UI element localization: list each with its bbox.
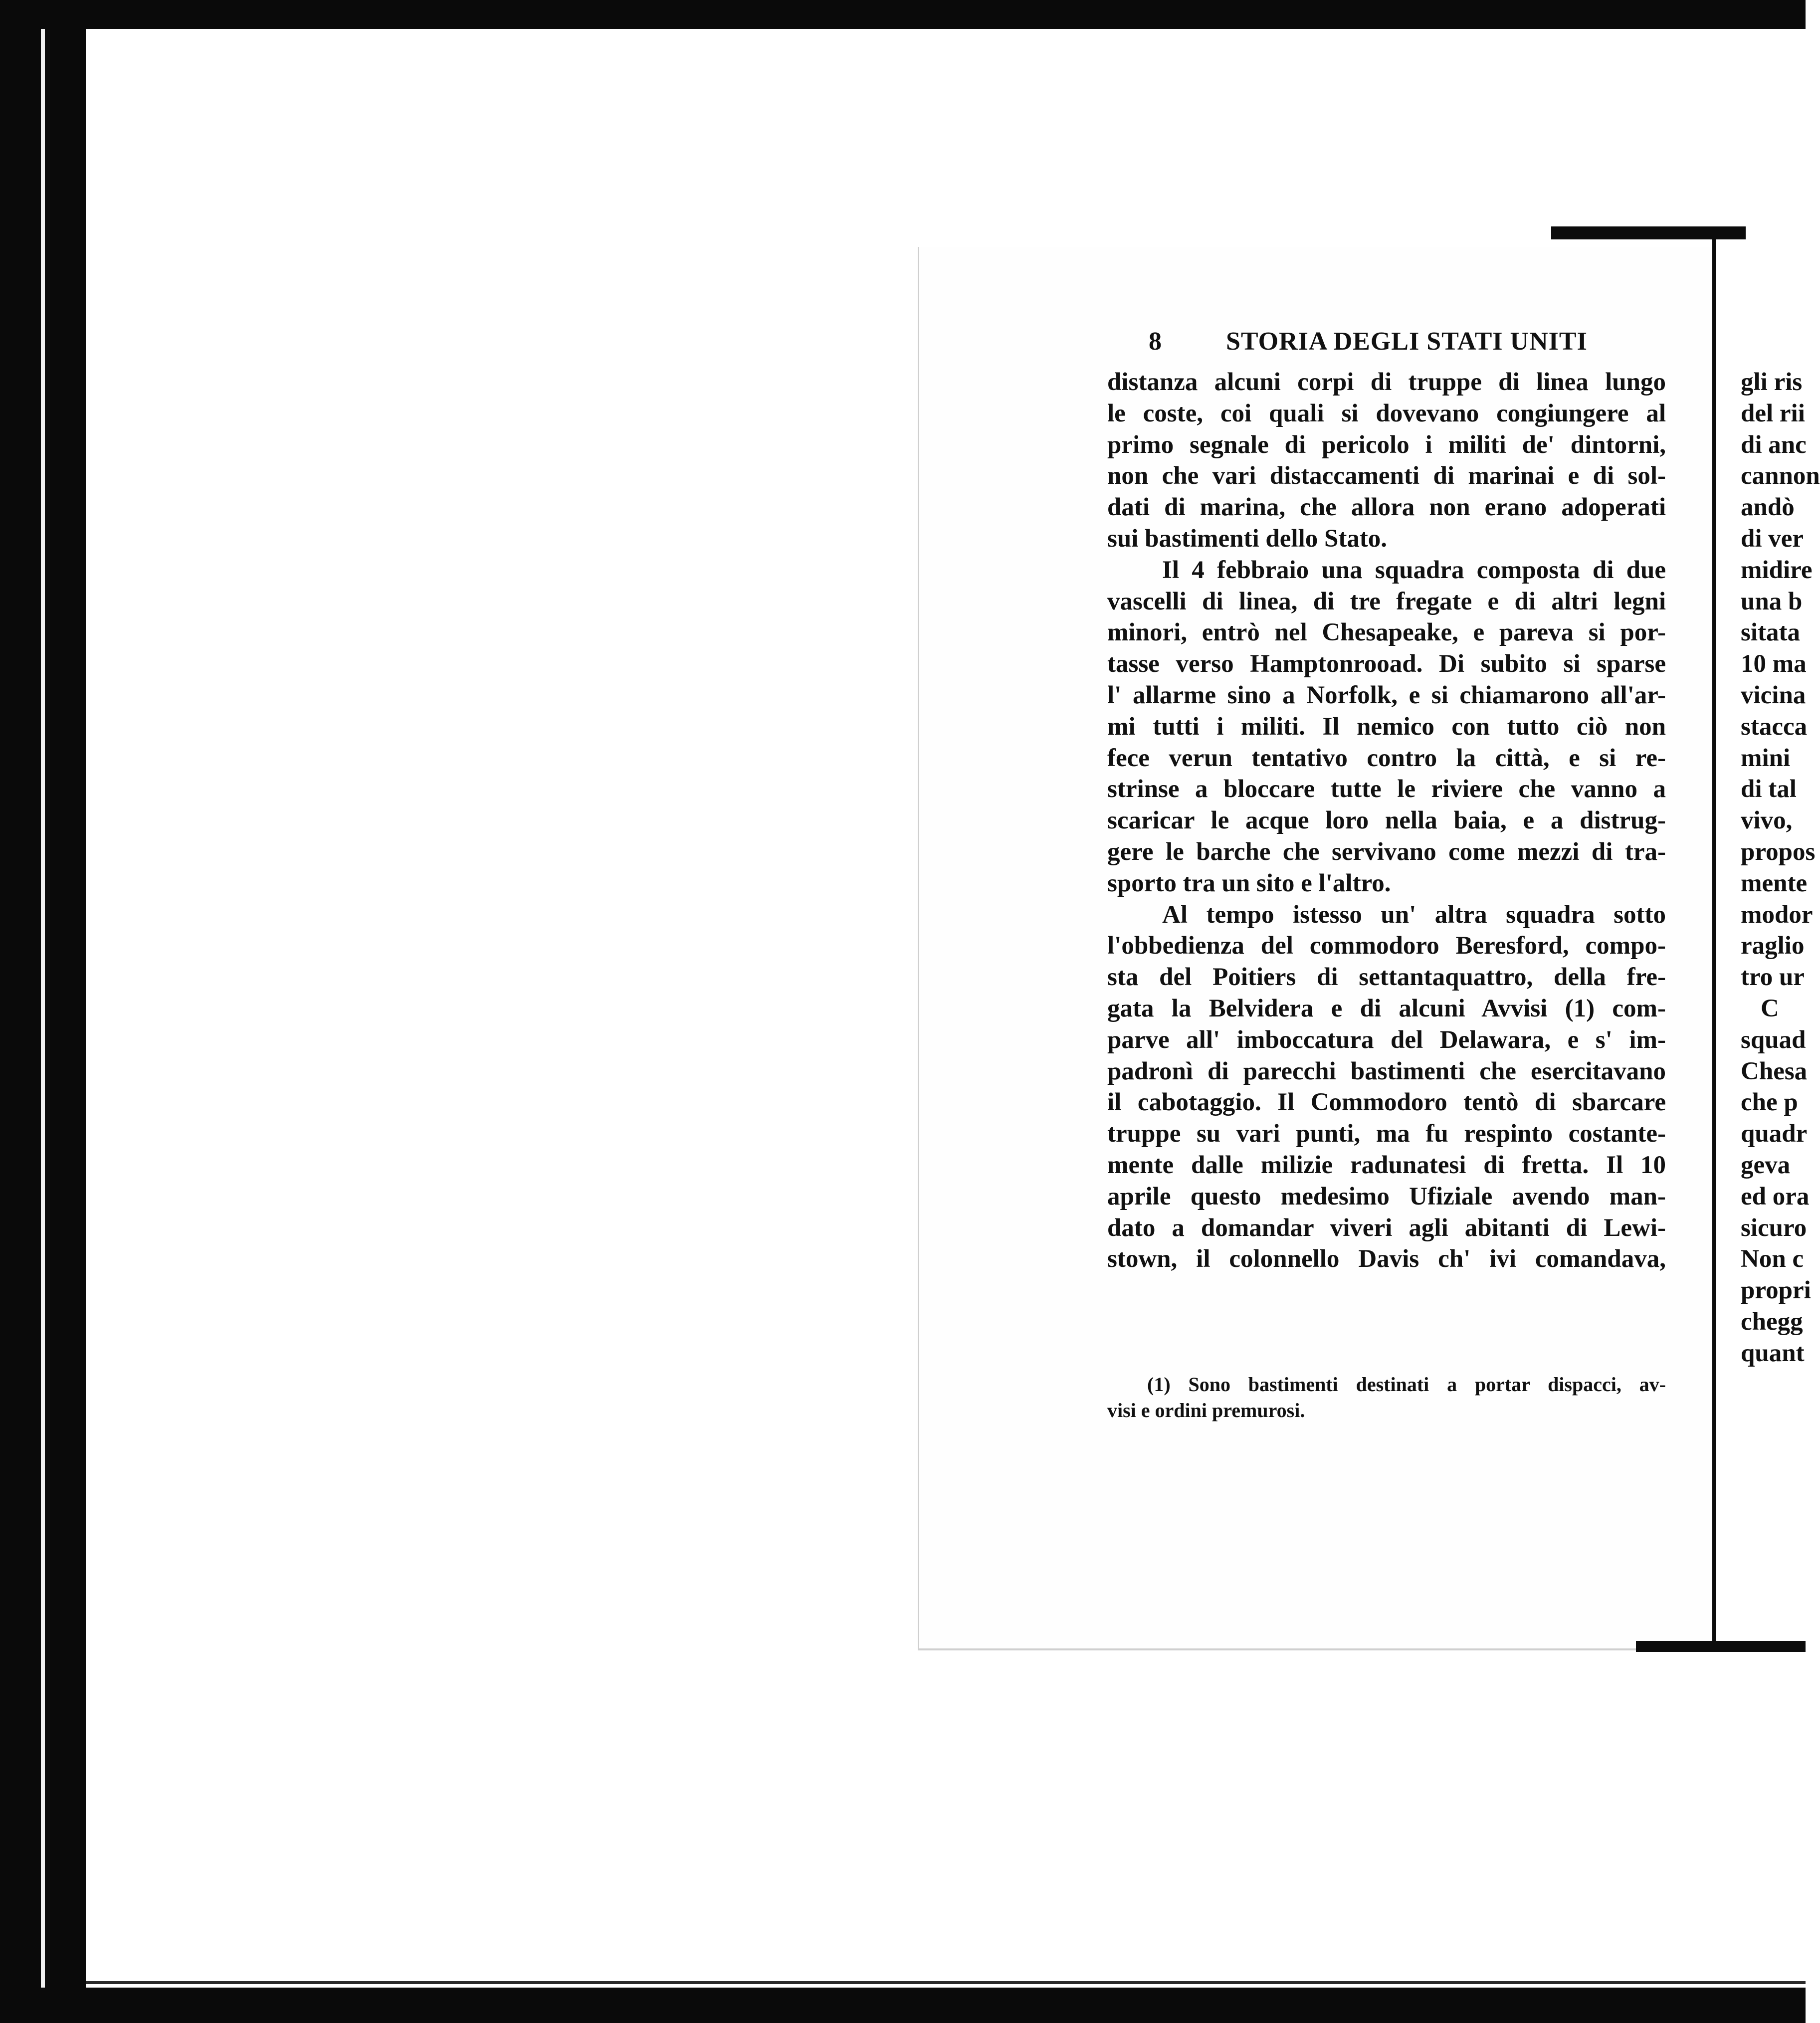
next-page-line: quadr: [1741, 1120, 1808, 1148]
body-line: mente dalle milizie radunatesi di fretta. Il 10: [1107, 1151, 1666, 1179]
body-text: [1107, 367, 1666, 1275]
next-page-fragment: [1741, 367, 1820, 1369]
page-number: 8: [1149, 327, 1162, 356]
next-page-line: che p: [1741, 1088, 1798, 1117]
next-page-line: cannon: [1741, 462, 1820, 490]
next-page-line: vivo,: [1741, 807, 1793, 835]
body-line: stown, il colonnello Davis ch' ivi comandava,: [1107, 1245, 1666, 1273]
binding-bracket-bottom: [1636, 1641, 1806, 1652]
next-page-line: tro ur: [1741, 963, 1805, 992]
body-line: mi tutti i militi. Il nemico con tutto ciò non: [1107, 712, 1666, 741]
body-line: strinse a bloccare tutte le riviere che vanno a: [1107, 775, 1666, 804]
next-page-line: vicina: [1741, 681, 1806, 709]
next-page-line: sicuro: [1741, 1214, 1807, 1242]
body-line: l' allarme sino a Norfolk, e si chiamarono all'ar-: [1107, 681, 1666, 709]
scan-border-bottom: [0, 1988, 1806, 2023]
body-line: le coste, coi quali si dovevano congiungere al: [1107, 399, 1666, 427]
next-page-line: squad: [1741, 1025, 1806, 1054]
body-line: gere le barche che servivano come mezzi di tra-: [1107, 837, 1666, 866]
page-header: [1107, 327, 1666, 362]
next-page-line: modor: [1741, 900, 1813, 929]
body-line: il cabotaggio. Il Commodoro tentò di sbarcare: [1107, 1088, 1666, 1117]
body-line: sporto tra un sito e l'altro.: [1107, 869, 1391, 897]
next-page-line: del rii: [1741, 399, 1805, 427]
body-line: primo segnale di pericolo i militi de' dintorni,: [1107, 430, 1666, 459]
next-page-line: propri: [1741, 1276, 1811, 1305]
next-page-line: midire: [1741, 556, 1813, 584]
footnote-line: visi e ordini premurosi.: [1107, 1399, 1305, 1421]
next-page-line: C: [1761, 994, 1779, 1022]
next-page-line: raglio: [1741, 932, 1805, 960]
binding-bracket-top: [1551, 226, 1746, 239]
next-page-line: una b: [1741, 587, 1803, 615]
scan-bottom-edge: [86, 1981, 1806, 1984]
body-line: sui bastimenti dello Stato.: [1107, 524, 1388, 553]
next-page-line: andò: [1741, 493, 1795, 522]
body-line: aprile questo medesimo Ufiziale avendo man-: [1107, 1182, 1666, 1211]
body-line: Al tempo istesso un' altra squadra sotto: [1162, 900, 1666, 929]
running-head: STORIA DEGLI STATI UNITI: [1226, 327, 1588, 356]
next-page-line: mente: [1741, 869, 1808, 897]
body-line: padronì di parecchi bastimenti che esercitavano: [1107, 1057, 1666, 1085]
footnote: [1107, 1372, 1666, 1423]
footnote-line: (1) Sono bastimenti destinati a portar dispacci, av-: [1147, 1373, 1666, 1396]
next-page-line: ed ora: [1741, 1182, 1810, 1211]
next-page-line: sitata: [1741, 618, 1800, 647]
body-line: vascelli di linea, di tre fregate e di altri legni: [1107, 587, 1666, 615]
binding-bracket-spine: [1712, 234, 1716, 1646]
body-line: distanza alcuni corpi di truppe di linea lungo: [1107, 368, 1666, 396]
next-page-line: di tal: [1741, 775, 1797, 804]
body-line: tasse verso Hamptonrooad. Di subito si sparse: [1107, 650, 1666, 678]
scan-border-top: [0, 0, 1806, 29]
next-page-line: chegg: [1741, 1307, 1803, 1336]
body-line: truppe su vari punti, ma fu respinto costante-: [1107, 1120, 1666, 1148]
body-line: sta del Poitiers di settantaquattro, della fre-: [1107, 963, 1666, 992]
body-line: l'obbedienza del commodoro Beresford, compo-: [1107, 932, 1666, 960]
body-line: minori, entrò nel Chesapeake, e pareva si por-: [1107, 618, 1666, 647]
next-page-line: di ver: [1741, 524, 1804, 553]
next-page-line: 10 ma: [1741, 650, 1807, 678]
next-page-line: gli ris: [1741, 368, 1803, 396]
body-line: Il 4 febbraio una squadra composta di due: [1162, 556, 1666, 584]
next-page-line: quant: [1741, 1339, 1805, 1367]
body-line: dato a domandar viveri agli abitanti di Lewi-: [1107, 1214, 1666, 1242]
scan-border-left-gap: [41, 29, 45, 1988]
body-line: gata la Belvidera e di alcuni Avvisi (1) com-: [1107, 994, 1666, 1022]
next-page-line: di anc: [1741, 430, 1807, 459]
next-page-line: Chesa: [1741, 1057, 1808, 1085]
next-page-line: mini: [1741, 744, 1791, 772]
next-page-line: Non c: [1741, 1245, 1804, 1273]
next-page-line: stacca: [1741, 712, 1808, 741]
body-line: dati di marina, che allora non erano adoperati: [1107, 493, 1666, 522]
body-line: non che vari distaccamenti di marinai e di sol-: [1107, 462, 1666, 490]
next-page-line: propos: [1741, 837, 1816, 866]
body-line: fece verun tentativo contro la città, e si re-: [1107, 744, 1666, 772]
body-line: scaricar le acque loro nella baia, e a distrug-: [1107, 807, 1666, 835]
next-page-line: geva: [1741, 1151, 1791, 1179]
body-line: parve all' imboccatura del Delawara, e s' im-: [1107, 1025, 1666, 1054]
